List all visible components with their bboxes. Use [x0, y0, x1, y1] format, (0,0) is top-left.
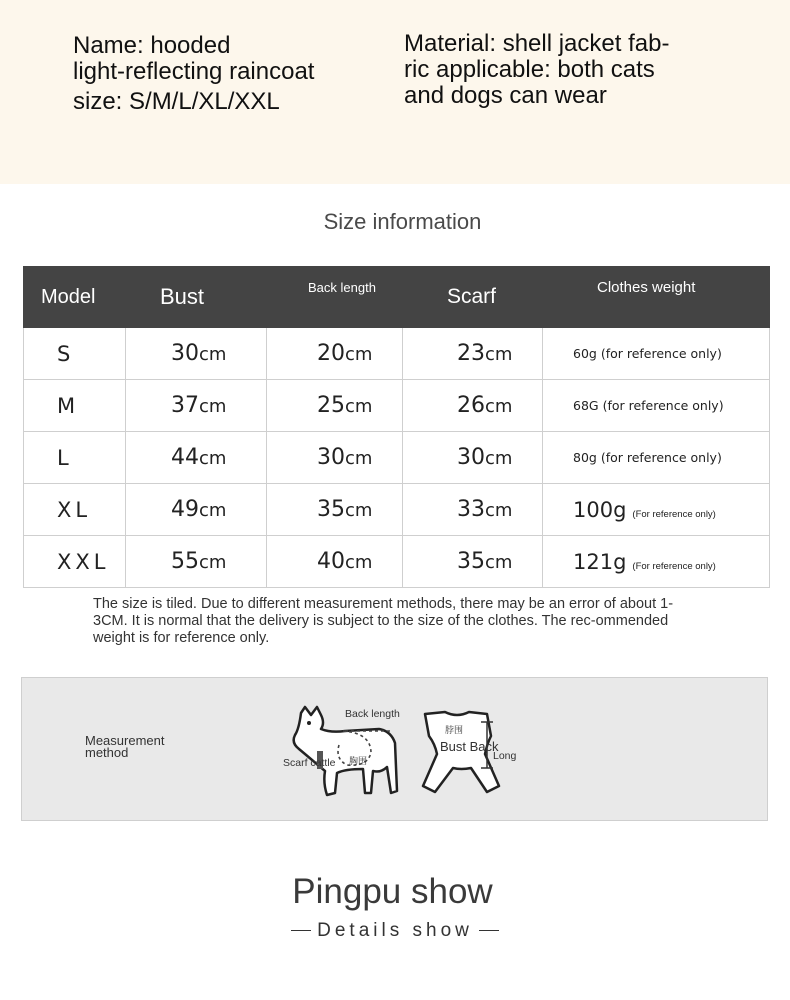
unit: cm — [199, 552, 227, 573]
value: 44 — [171, 445, 199, 470]
header-scarf: Scarf — [403, 267, 543, 328]
cell-scarf — [403, 380, 543, 432]
value: 49 — [171, 497, 199, 522]
product-name-block — [73, 33, 373, 115]
dog-chest-label: 胸围 — [349, 756, 368, 766]
left-dash — [291, 930, 311, 931]
cell-weight — [543, 536, 770, 588]
unit: cm — [199, 500, 227, 521]
size-info-title: Size information — [323, 209, 482, 234]
cell-weight: 68G (for reference only) — [543, 380, 770, 432]
cell-scarf — [403, 484, 543, 536]
measurement-method-label — [85, 735, 164, 759]
material-line: and dogs can wear — [404, 82, 607, 109]
product-size-line: size: S/M/L/XL/XXL — [73, 88, 280, 115]
right-dash — [479, 930, 499, 931]
value: 25 — [317, 393, 345, 418]
product-material-block — [404, 31, 704, 109]
cell-back-length — [267, 484, 403, 536]
show-title: Pingpu show — [292, 872, 493, 911]
dog-back-length-label: Back length — [345, 708, 400, 720]
unit: cm — [485, 344, 513, 365]
value: 40 — [317, 549, 345, 574]
details-show-text: Details show — [317, 920, 473, 941]
cell-bust — [126, 484, 267, 536]
size-note: The size is tiled. Due to different measurement methods, there may be an error of about 1-3CM. It is normal that the delivery is subject to the size of the clothes. The rec-ommended weight is for reference only. — [93, 596, 674, 646]
unit: cm — [199, 396, 227, 417]
product-name-line: light-reflecting raincoat — [73, 58, 315, 85]
cell-bust — [126, 432, 267, 484]
cell-weight — [543, 484, 770, 536]
cell-back-length — [267, 380, 403, 432]
table-row — [24, 536, 770, 588]
table-row — [24, 432, 770, 484]
size-table — [23, 266, 770, 588]
dog-body-shape — [294, 707, 397, 795]
weight-note: (For reference only) — [632, 508, 716, 520]
material-line: Material: shell jacket fab- — [404, 30, 670, 57]
value: 30 — [171, 341, 199, 366]
cell-bust — [126, 536, 267, 588]
dog-eye-icon — [307, 721, 311, 725]
value: 30 — [317, 445, 345, 470]
header-back-length: Back length — [267, 267, 403, 328]
size-table-header — [24, 267, 770, 328]
value: 30 — [457, 445, 485, 470]
cell-scarf — [403, 536, 543, 588]
value: 37 — [171, 393, 199, 418]
unit: cm — [199, 448, 227, 469]
unit: cm — [199, 344, 227, 365]
cell-model: M — [24, 380, 126, 432]
label-line: Measurement — [85, 733, 165, 748]
cell-bust — [126, 328, 267, 380]
value: 55 — [171, 549, 199, 574]
table-row — [24, 328, 770, 380]
weight-value: 100g — [573, 497, 627, 522]
unit: cm — [485, 552, 513, 573]
header-clothes-weight: Clothes weight — [543, 267, 770, 328]
unit: cm — [485, 448, 513, 469]
label-line: method — [85, 745, 129, 760]
value: 35 — [317, 497, 345, 522]
cell-scarf — [403, 432, 543, 484]
cell-back-length — [267, 432, 403, 484]
unit: cm — [345, 448, 373, 469]
unit: cm — [485, 396, 513, 417]
unit: cm — [345, 396, 373, 417]
product-info-banner — [0, 0, 790, 184]
details-show-heading — [0, 920, 790, 942]
value: 20 — [317, 341, 345, 366]
cell-model: L — [24, 432, 126, 484]
cell-back-length — [267, 536, 403, 588]
table-row — [24, 484, 770, 536]
measurement-method-panel — [21, 677, 768, 821]
cell-model: XXL — [24, 536, 126, 588]
coat-neck-label: 脖围 — [445, 725, 464, 735]
value: 33 — [457, 497, 485, 522]
cell-model: S — [24, 328, 126, 380]
coat-long-label: Long — [493, 750, 517, 762]
cell-bust — [126, 380, 267, 432]
unit: cm — [345, 500, 373, 521]
table-row — [24, 380, 770, 432]
header-bust: Bust — [126, 267, 267, 328]
cell-model: XL — [24, 484, 126, 536]
weight-note: (For reference only) — [632, 560, 716, 572]
product-name-line: Name: hooded — [73, 32, 231, 59]
cell-back-length — [267, 328, 403, 380]
cell-weight: 60g (for reference only) — [543, 328, 770, 380]
value: 23 — [457, 341, 485, 366]
unit: cm — [345, 552, 373, 573]
value: 35 — [457, 549, 485, 574]
header-model: Model — [24, 267, 126, 328]
coat-bust-back-label: Bust Back — [440, 739, 499, 754]
value: 26 — [457, 393, 485, 418]
cell-scarf — [403, 328, 543, 380]
weight-value: 121g — [573, 549, 627, 574]
dog-scarf-label: Scarf cattle — [283, 757, 336, 769]
cell-weight: 80g (for reference only) — [543, 432, 770, 484]
unit: cm — [485, 500, 513, 521]
material-line: ric applicable: both cats — [404, 56, 655, 83]
unit: cm — [345, 344, 373, 365]
